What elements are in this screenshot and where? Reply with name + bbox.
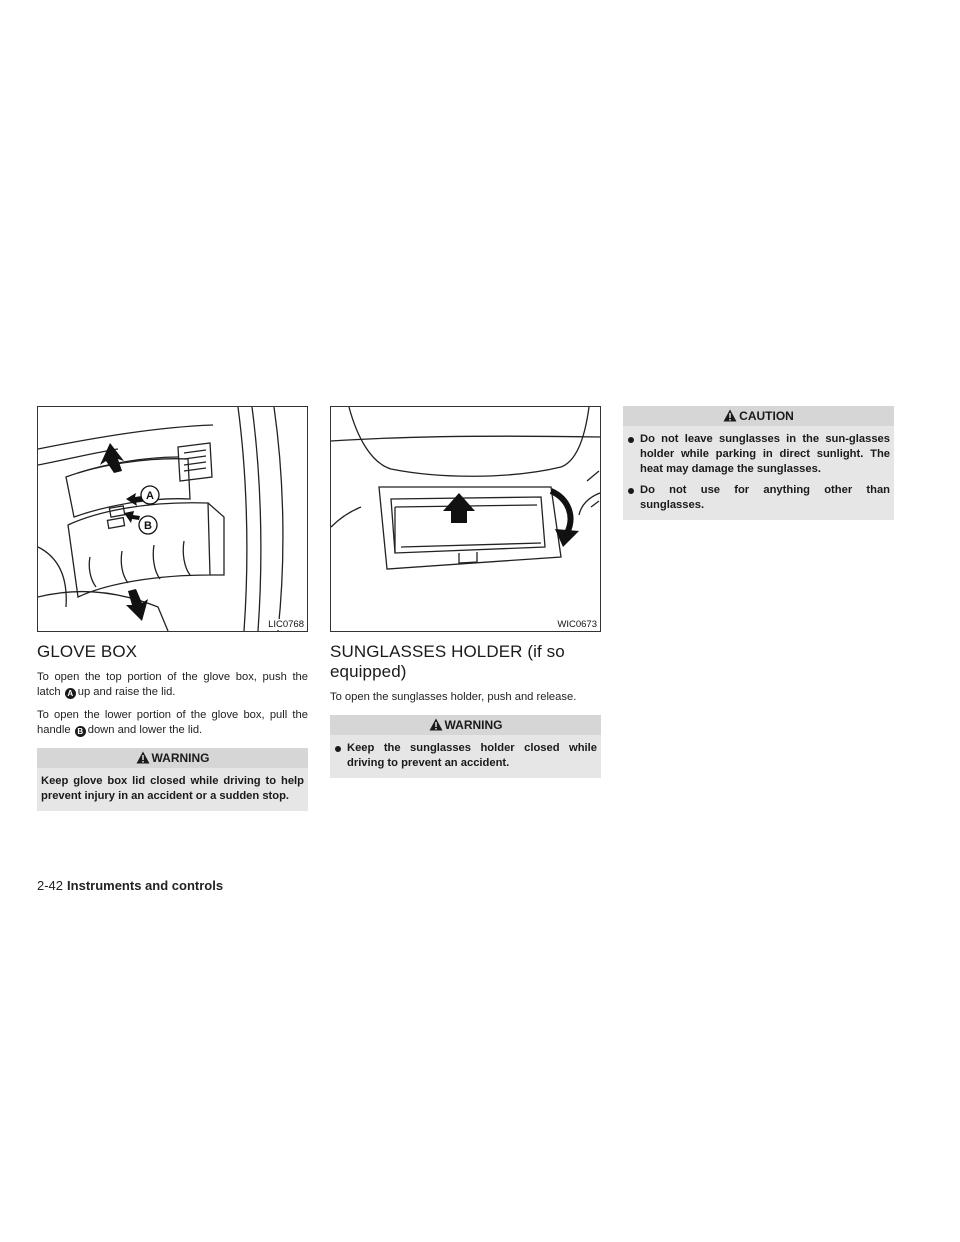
glove-box-illustration	[37, 406, 308, 632]
warning-text: Keep glove box lid closed while driving to help prevent injury in an accident or a sudden stop.	[41, 775, 304, 802]
caution-item: Do not leave sunglasses in the sun-glasses holder while parking in direct sunlight. The heat may damage the sunglasses.	[627, 432, 890, 477]
page-footer	[37, 878, 223, 893]
glove-box-warning	[37, 748, 308, 811]
sunglasses-column	[330, 406, 601, 778]
caution-item: Do not use for anything other than sunglasses.	[627, 483, 890, 513]
glove-box-paragraph-2: To open the lower portion of the glove box, pull the handle B down and lower the lid.	[37, 709, 308, 736]
caution-column	[623, 406, 894, 520]
marker-b: B	[75, 726, 86, 737]
section-title: Instruments and controls	[67, 878, 224, 893]
warning-icon	[136, 751, 150, 764]
sunglasses-holder-drawing	[331, 407, 600, 631]
warning-icon	[429, 718, 443, 731]
marker-a: A	[65, 688, 76, 699]
sunglasses-warning	[330, 715, 601, 778]
glove-box-column	[37, 406, 308, 811]
caution-title: CAUTION	[739, 409, 794, 423]
sunglasses-paragraph: To open the sunglasses holder, push and release.	[330, 691, 577, 703]
sunglasses-holder-illustration	[330, 406, 601, 632]
callout-a: A	[146, 490, 154, 502]
caution-box	[623, 406, 894, 520]
caution-icon	[723, 409, 737, 422]
figure-code: WIC0673	[557, 619, 597, 630]
figure-code: LIC0768	[268, 619, 304, 630]
callout-b: B	[144, 520, 152, 532]
page-number: 2-42	[37, 878, 64, 893]
glove-box-paragraph-1: To open the top portion of the glove box, push the latch A up and raise the lid.	[37, 671, 308, 698]
warning-title: WARNING	[444, 718, 503, 732]
glove-box-heading: GLOVE BOX	[37, 642, 138, 661]
warning-item: Keep the sunglasses holder closed while driving to prevent an accident.	[334, 741, 597, 771]
glove-box-drawing	[38, 407, 307, 631]
warning-title: WARNING	[151, 751, 210, 765]
sunglasses-heading: SUNGLASSES HOLDER (if so equipped)	[330, 642, 565, 681]
